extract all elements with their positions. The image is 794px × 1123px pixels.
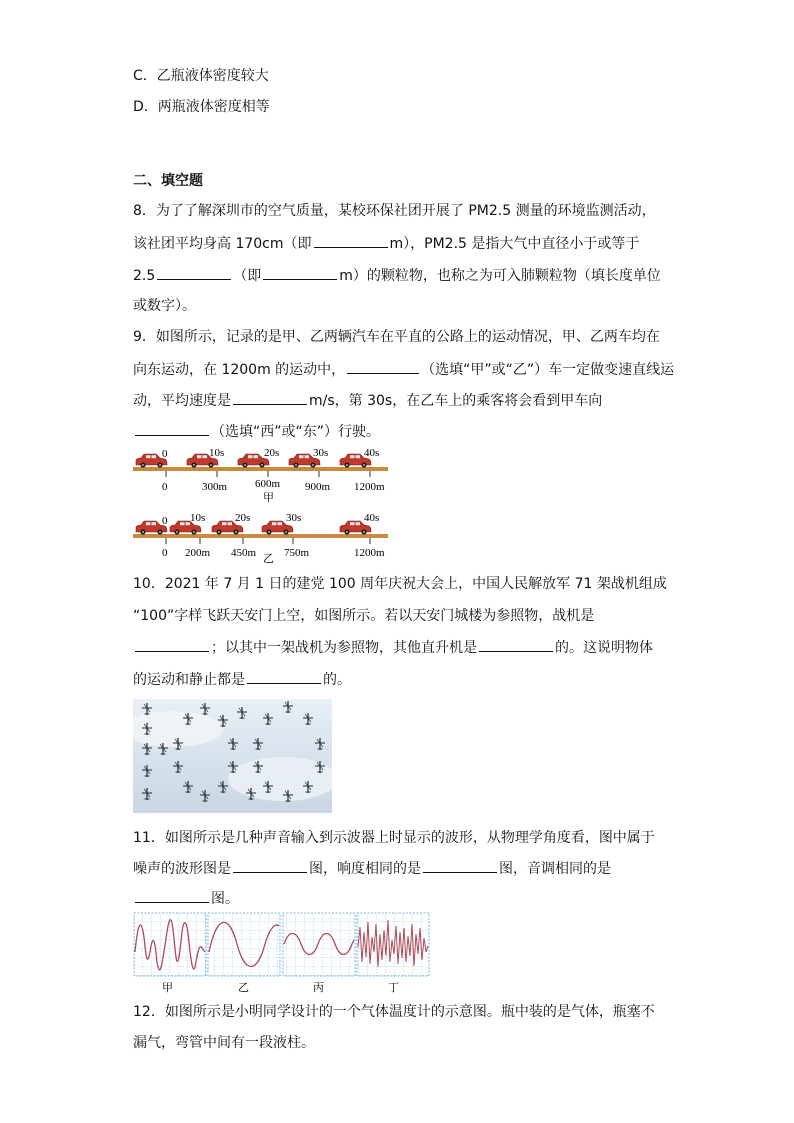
q11-line-2 [133, 858, 611, 879]
q8-text: m），PM2.5 是指大气中直径小于或等于 [389, 236, 640, 252]
jia-track [133, 467, 388, 477]
option-c: C．乙瓶液体密度较大 [133, 68, 269, 84]
q9-text: 动，平均速度是 [133, 393, 231, 409]
q11-line-1: 11．如图所示是几种声音输入到示波器上时显示的波形，从物理学角度看，图中属于 [133, 830, 655, 846]
q8-line-4: 或数字）。 [133, 298, 196, 314]
q10-text: 的。这说明物体 [555, 640, 653, 656]
yi-time-label: 40s [364, 512, 380, 524]
q9-line-4 [133, 421, 380, 442]
jia-distance-label: 900m [305, 481, 331, 493]
jia-label: 甲 [263, 492, 274, 504]
q10-text: ；以其中一架战机为参照物，其他直升机是 [211, 640, 477, 656]
car-motion-figure [133, 445, 391, 563]
q11-blank-1[interactable] [233, 858, 307, 873]
q10-blank-2[interactable] [479, 637, 553, 652]
q9-blank-3[interactable] [135, 421, 209, 436]
q11-blank-3[interactable] [135, 888, 209, 903]
q12-line-2: 漏气，弯管中间有一段液柱。 [133, 1035, 315, 1051]
waveform-label: 丙 [313, 982, 324, 994]
waveform-label: 丁 [388, 982, 399, 994]
q8-blank-1[interactable] [314, 233, 388, 248]
yi-time-label: 20s [235, 512, 251, 524]
waveform-label: 甲 [162, 982, 173, 994]
q9-line-3 [133, 390, 602, 411]
waveform-figure [133, 912, 433, 994]
q8-line-3 [133, 265, 661, 286]
q12-line-1: 12．如图所示是小明同学设计的一个气体温度计的示意图。瓶中装的是气体，瓶塞不 [133, 1004, 655, 1020]
waveform-yi [208, 913, 280, 976]
q8-text: 该社团平均身高 170cm（即 [133, 236, 312, 252]
jia-distance-label: 600m [255, 478, 281, 490]
q8-blank-2[interactable] [157, 265, 231, 280]
q11-text: 图，响度相同的是 [309, 861, 421, 877]
jia-time-label: 10s [209, 447, 225, 459]
q10-line-2: “100”字样飞跃天安门上空，如图所示。若以天安门城楼为参照物，战机是 [133, 608, 595, 624]
q10-blank-3[interactable] [247, 669, 321, 684]
yi-track [133, 534, 388, 544]
q10-line-1: 10．2021 年 7 月 1 日的建党 100 周年庆祝大会上，中国人民解放军 71 架战机组成 [133, 576, 667, 592]
q9-blank-2[interactable] [233, 390, 307, 405]
q11-line-3 [133, 888, 239, 909]
jia-time-label: 30s [313, 447, 329, 459]
q11-text: 图，音调相同的是 [499, 861, 611, 877]
q9-line-1: 9．如图所示，记录的是甲、乙两辆汽车在平直的公路上的运动情况，甲、乙两车均在 [133, 329, 660, 345]
yi-time-label: 10s [190, 512, 206, 524]
q9-text: m/s，第 30s，在乙车上的乘客将会看到甲车向 [309, 393, 603, 409]
q9-blank-1[interactable] [347, 359, 419, 374]
waveform-jia [134, 913, 206, 976]
jia-time-label: 40s [364, 447, 380, 459]
yi-distance-label: 450m [231, 547, 257, 559]
q10-text: 的运动和静止都是 [133, 672, 245, 688]
jia-distance-label: 300m [202, 481, 228, 493]
q11-text: 噪声的波形图是 [133, 861, 231, 877]
q9-line-2 [133, 359, 674, 380]
q9-text: （选填“甲”或“乙”）车一定做变速直线运 [421, 362, 675, 378]
jia-distance-label: 0 [162, 481, 168, 493]
yi-distance-label: 1200m [354, 547, 385, 559]
waveform-bing [283, 913, 355, 976]
q10-line-3 [133, 637, 653, 658]
jia-distance-label: 1200m [354, 481, 385, 493]
q11-text: 图。 [211, 891, 239, 907]
jia-time-label: 0 [162, 448, 168, 460]
q8-text: m）的颗粒物，也称之为可入肺颗粒物（填长度单位 [339, 268, 661, 284]
q11-blank-2[interactable] [423, 858, 497, 873]
yi-label: 乙 [263, 553, 274, 563]
q10-blank-1[interactable] [135, 637, 209, 652]
yi-time-label: 0 [162, 515, 168, 527]
q10-line-4 [133, 669, 351, 690]
q9-text: 向东运动，在 1200m 的运动中， [133, 362, 346, 378]
yi-distance-label: 0 [162, 547, 168, 559]
q8-text: 2.5 [133, 268, 156, 284]
waveform-ding [357, 913, 429, 976]
q8-blank-3[interactable] [263, 265, 337, 280]
q8-text: （即 [233, 268, 262, 284]
waveform-label: 乙 [238, 982, 249, 994]
jia-time-label: 20s [264, 447, 280, 459]
section-heading: 二、填空题 [133, 173, 203, 189]
yi-distance-label: 200m [185, 547, 211, 559]
q10-text: 的。 [323, 672, 351, 688]
yi-distance-label: 750m [284, 547, 310, 559]
aircraft-formation-photo [133, 699, 332, 813]
yi-time-label: 30s [286, 512, 302, 524]
q8-line-1: 8．为了了解深圳市的空气质量，某校环保社团开展了 PM2.5 测量的环境监测活动， [133, 203, 656, 219]
q8-line-2 [133, 233, 639, 254]
q9-text: （选填“西”或“东”）行驶。 [211, 424, 381, 440]
option-d: D．两瓶液体密度相等 [133, 99, 270, 115]
